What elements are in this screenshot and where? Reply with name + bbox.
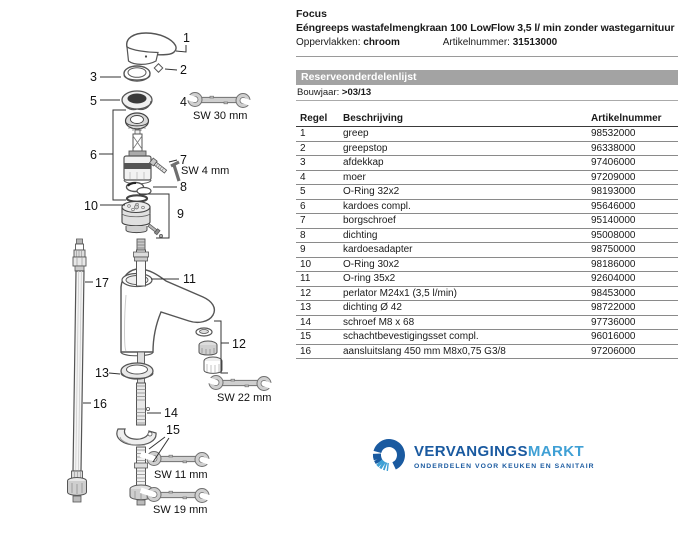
cell-regel: 6 [300,200,306,212]
cell-regel: 14 [300,316,312,328]
cell-artikelnummer: 98750000 [591,244,636,255]
part-label-15: 15 [166,423,180,437]
part-label-12: 12 [232,337,246,351]
part-label-8: 8 [180,180,187,194]
surface-value: chroom [363,37,400,48]
part-label-7: 7 [180,153,187,167]
tool-label-sw11: SW 11 mm [154,469,208,481]
table-row [296,214,678,229]
doc-header [296,0,678,49]
column-header-artikelnummer: Artikelnummer [591,113,662,124]
cell-regel: 2 [300,142,306,154]
cell-regel: 10 [300,258,312,270]
table-row [296,127,678,142]
cell-regel: 8 [300,229,306,241]
table-row [296,272,678,287]
part-label-6: 6 [90,148,97,162]
part-6-kardoes [124,113,151,184]
content-column [296,0,678,359]
cell-regel: 4 [300,171,306,183]
brand-tagline: ONDERDELEN VOOR KEUKEN EN SANITAIR [414,462,595,470]
part-11-body [121,239,214,356]
cell-beschrijving: moer [343,171,366,183]
brand-primary: VERVANGINGS [414,442,528,460]
cell-regel: 15 [300,331,312,342]
article-label: Artikelnummer: [442,37,510,48]
part-label-4: 4 [180,95,187,109]
part-label-3: 3 [90,70,97,84]
table-row [296,171,678,186]
table-row [296,287,678,302]
cell-regel: 11 [300,273,311,284]
cell-artikelnummer: 98532000 [591,128,636,139]
cell-regel: 12 [300,287,312,299]
part-label-13: 13 [95,366,109,380]
logo-text [414,443,595,470]
part-label-1: 1 [183,31,190,45]
wrench-sw11-icon [140,452,216,467]
cell-artikelnummer: 97209000 [591,171,636,183]
part-13-dichting [121,363,153,379]
cell-artikelnummer: 97406000 [591,157,636,168]
cell-beschrijving: greepstop [343,142,388,154]
part-label-10: 10 [84,199,98,213]
cell-beschrijving: dichting Ø 42 [343,302,402,313]
part-label-11: 11 [183,272,196,286]
cell-regel: 3 [300,157,306,168]
cell-artikelnummer: 95646000 [591,200,636,212]
bouwjaar-value: >03/13 [341,87,372,98]
cell-beschrijving: O-ring 35x2 [343,273,396,284]
parts-table-body [296,127,678,359]
table-row [296,258,678,273]
tool-label-sw30: SW 30 mm [193,110,248,122]
table-row [296,345,678,360]
article-number: 31513000 [512,37,558,48]
cell-regel: 16 [300,345,312,357]
product-meta [296,36,678,49]
cell-regel: 5 [300,186,306,197]
wrench-sw19-icon [140,488,216,503]
brand-secondary: MARKT [527,442,585,460]
cell-artikelnummer: 96338000 [591,142,636,154]
cell-artikelnummer: 92604000 [591,273,636,284]
wrench-sw30-icon [181,93,257,108]
table-row [296,243,678,258]
surface-label: Oppervlakken: [296,37,361,48]
cell-regel: 9 [300,244,306,255]
parts-table-header [296,112,678,127]
cell-beschrijving: schachtbevestigingsset compl. [343,331,479,342]
part-label-9: 9 [177,207,184,221]
cell-beschrijving: perlator M24x1 (3,5 l/min) [343,287,457,299]
cell-artikelnummer: 98186000 [591,258,636,270]
part-7-borgschroef [150,158,168,174]
cell-regel: 1 [300,128,306,139]
part-1-handle [127,33,176,64]
brand-name [414,443,595,460]
part-16-17-aansluitslang [68,239,87,502]
tool-label-sw4: SW 4 mm [181,165,230,177]
cell-artikelnummer: 98453000 [591,287,636,299]
exploded-view-diagram [0,0,296,550]
parts-table [296,112,678,359]
bouwjaar-line [296,87,678,101]
part-12-perlator [196,328,222,373]
part-9-kardoesadapter [122,202,163,238]
part-label-17: 17 [95,276,109,290]
table-row [296,200,678,215]
column-header-regel: Regel [300,113,328,124]
cell-regel: 7 [300,215,306,226]
wrench-sw22-icon [202,376,278,391]
cell-beschrijving: kardoesadapter [343,244,413,255]
cell-artikelnummer: 98193000 [591,186,636,197]
cell-artikelnummer: 97206000 [591,345,636,357]
cell-artikelnummer: 95008000 [591,229,636,241]
column-header-beschrijving: Beschrijving [343,113,404,124]
tool-label-sw19: SW 19 mm [153,504,208,516]
part-14-schroef [137,383,150,425]
part-label-5: 5 [90,94,97,108]
part-label-2: 2 [180,63,187,77]
cell-beschrijving: O-Ring 32x2 [343,186,400,197]
cell-beschrijving: greep [343,128,369,139]
vervangingsmarkt-logo [372,438,595,474]
table-row [296,316,678,331]
cell-artikelnummer: 95140000 [591,215,636,226]
cell-beschrijving: O-Ring 30x2 [343,258,400,270]
cell-artikelnummer: 98722000 [591,302,636,313]
logo-mark-icon [372,438,406,474]
allen-key-sw4-icon [171,162,179,181]
part-label-14: 14 [164,406,178,420]
part-3-afdekkap [124,66,150,81]
part-5-oring [122,91,152,110]
table-row [296,301,678,316]
cell-beschrijving: afdekkap [343,157,384,168]
table-row [296,185,678,200]
series-title: Focus [296,8,327,20]
part-8-dichting [127,183,152,195]
table-row [296,156,678,171]
table-row [296,330,678,345]
section-title-bar: Reserveonderdelenlijst [296,70,678,85]
bouwjaar-label: Bouwjaar: [297,87,340,98]
cell-beschrijving: borgschroef [343,215,396,226]
table-row [296,142,678,157]
cell-artikelnummer: 97736000 [591,316,636,328]
cell-regel: 13 [300,302,312,313]
cell-beschrijving: aansluitslang 450 mm M8x0,75 G3/8 [343,345,506,357]
part-10-oring [127,195,147,201]
cell-beschrijving: schroef M8 x 68 [343,316,415,328]
part-2-greepstop [154,64,162,72]
tool-label-sw22: SW 22 mm [217,392,272,404]
cell-artikelnummer: 96016000 [591,331,636,342]
cell-beschrijving: dichting [343,229,378,241]
divider [296,56,678,57]
part-label-16: 16 [93,397,107,411]
cell-beschrijving: kardoes compl. [343,200,411,212]
product-title: Eéngreeps wastafelmengkraan 100 LowFlow 3,5 l/ min zonder wastegarnituur [296,22,675,34]
table-row [296,229,678,244]
